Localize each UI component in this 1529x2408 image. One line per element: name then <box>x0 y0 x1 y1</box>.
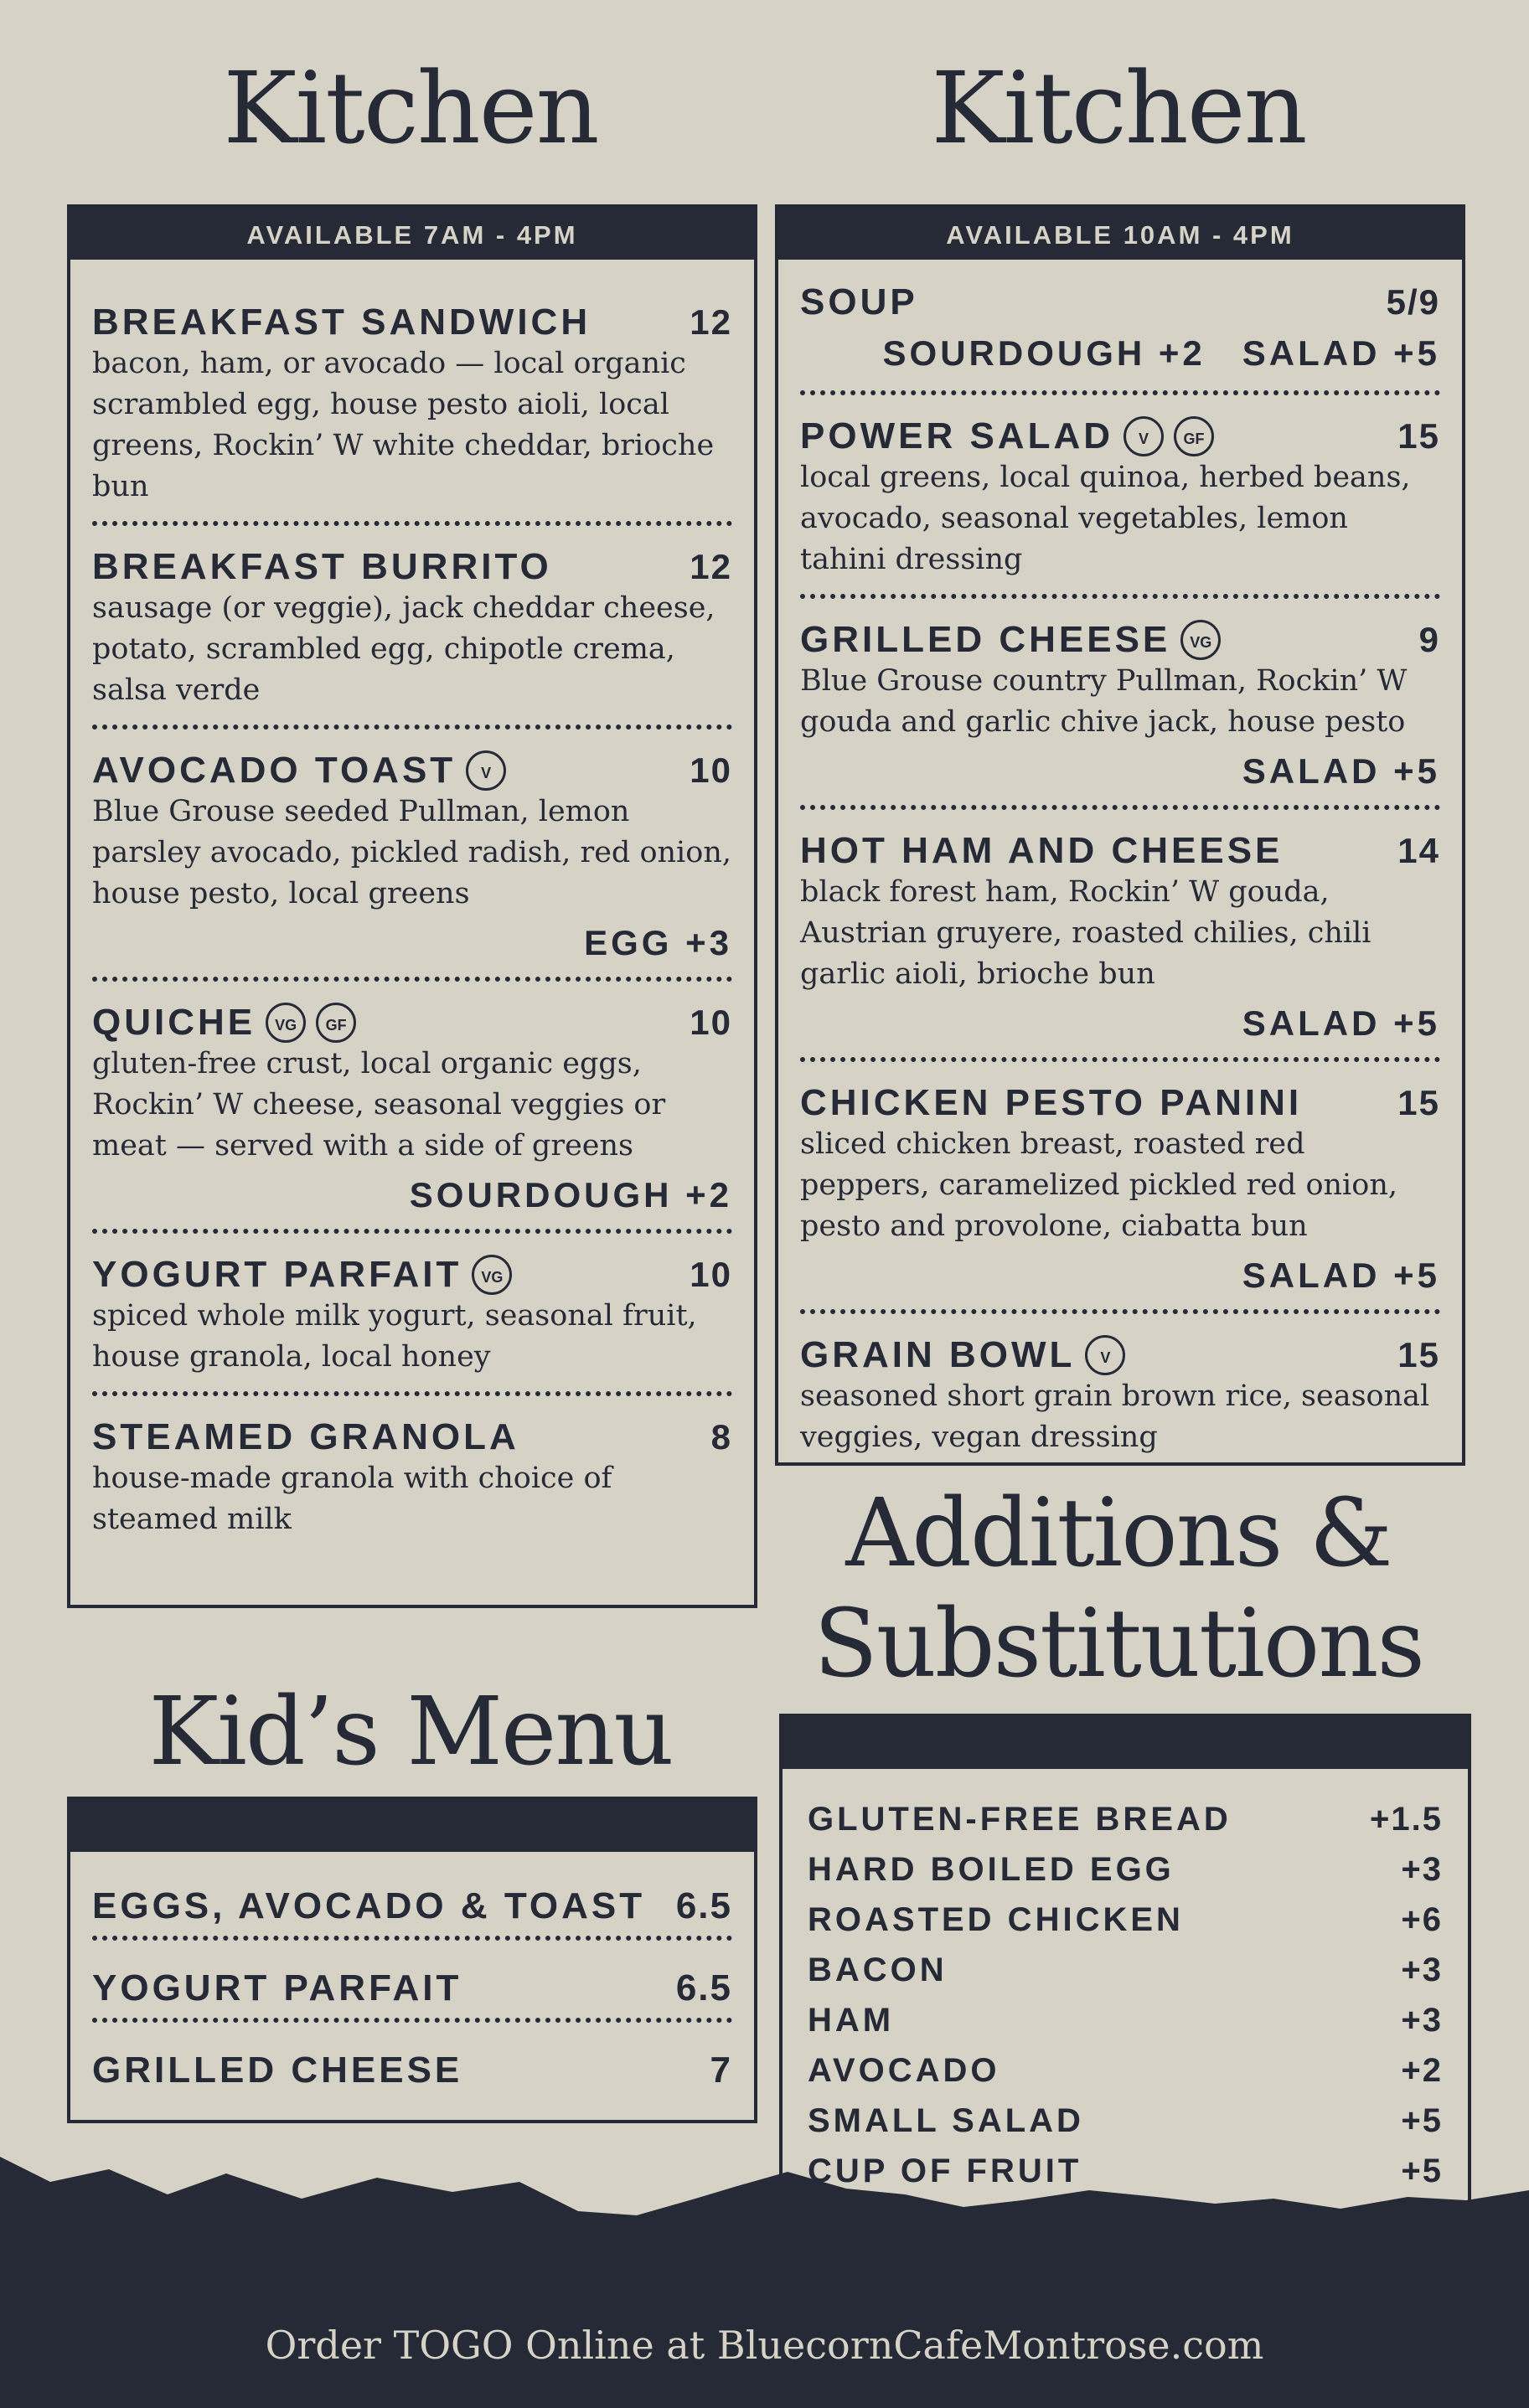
footer <box>0 2148 1529 2408</box>
menu-item-description: seasoned short grain brown rice, seasonal veggies, vegan dressing <box>800 1379 1430 1454</box>
menu-item-addon: SALAD +5 <box>1242 1256 1440 1295</box>
menu-item-header <box>92 750 732 791</box>
menu-item-description: spiced whole milk yogurt, seasonal fruit, house granola, local honey <box>92 1299 697 1374</box>
menu-item-addon: EGG +3 <box>584 923 732 962</box>
menu-item <box>778 395 1462 594</box>
kids-item-name: YOGURT PARFAIT <box>92 1967 462 2008</box>
menu-item-header <box>800 830 1440 872</box>
soup-item <box>778 281 1462 374</box>
menu-item-price: 10 <box>690 1255 732 1294</box>
menu-item-name <box>92 750 506 791</box>
kids-item-name: EGGS, AVOCADO & TOAST <box>92 1885 646 1926</box>
addition-name: AVOCADO <box>808 2051 1000 2089</box>
menu-item <box>70 1234 754 1391</box>
addition-item <box>808 1794 1443 1844</box>
menu-item-name <box>92 1254 512 1296</box>
menu-item-name <box>800 830 1283 872</box>
menu-item-header <box>92 1254 732 1296</box>
additions-title-line1: Additions & <box>845 1479 1392 1588</box>
menu-item-description: local greens, local quinoa, herbed beans, avocado, seasonal vegetables, lemon tahini dressing <box>800 461 1411 576</box>
kids-item-name: GRILLED CHEESE <box>92 2050 463 2091</box>
addition-name: HAM <box>808 2001 895 2039</box>
v-diet-icon: V <box>466 750 506 791</box>
menu-item-title: QUICHE <box>92 1002 256 1043</box>
left-availability-banner: AVAILABLE 7AM - 4PM <box>70 208 754 260</box>
left-kitchen-title: Kitchen <box>223 50 598 166</box>
right-availability-banner: AVAILABLE 10AM - 4PM <box>778 208 1462 260</box>
addition-price: +2 <box>1401 2051 1443 2089</box>
menu-item-name <box>92 302 591 343</box>
menu-item-title: GRAIN BOWL <box>800 1334 1076 1375</box>
kids-menu-item <box>70 2041 754 2100</box>
addition-price: +3 <box>1401 2001 1443 2039</box>
menu-item-name <box>800 1334 1125 1376</box>
additions-list <box>783 1769 1468 2196</box>
addition-name: BACON <box>808 1951 948 1988</box>
addition-name: SMALL SALAD <box>808 2101 1084 2139</box>
vg-diet-icon: VG <box>1180 620 1221 660</box>
menu-item-description: bacon, ham, or avocado — local organic scrambled egg, house pesto aioli, local greens, Rockin’ W white cheddar, brioche bun <box>92 347 715 503</box>
menu-item-name <box>92 1416 519 1458</box>
menu-item-header <box>800 619 1440 661</box>
kids-menu-item <box>70 1877 754 1936</box>
menu-item-price: 12 <box>690 302 732 342</box>
soup-option-salad: SALAD +5 <box>1242 333 1440 373</box>
menu-item-header <box>800 1334 1440 1376</box>
menu-item-description: house-made granola with choice of steamed milk <box>92 1462 612 1536</box>
menu-item-addon: SALAD +5 <box>1242 1003 1440 1043</box>
menu-item-price: 10 <box>690 1003 732 1042</box>
menu-item-name <box>92 546 552 588</box>
menu-item <box>778 810 1462 1057</box>
menu-item-price: 9 <box>1418 620 1440 659</box>
menu-item-header <box>92 1002 732 1044</box>
right-kitchen-title: Kitchen <box>931 50 1306 166</box>
soup-option-sourdough: SOURDOUGH +2 <box>882 333 1206 373</box>
kids-item-price: 6.5 <box>675 1885 732 1926</box>
menu-item-price: 14 <box>1397 831 1440 870</box>
menu-item-name <box>92 1002 356 1044</box>
menu-item-description: sausage (or veggie), jack cheddar cheese, potato, scrambled egg, chipotle crema, salsa verde <box>92 591 715 707</box>
menu-item-description: Blue Grouse country Pullman, Rockin’ W gouda and garlic chive jack, house pesto <box>800 664 1408 739</box>
menu-item-title: AVOCADO TOAST <box>92 750 457 791</box>
addition-item <box>808 1844 1443 1895</box>
menu-item-title: POWER SALAD <box>800 415 1113 456</box>
additions-title-line2: Substitutions <box>814 1590 1423 1699</box>
kids-menu-box <box>67 1797 757 2123</box>
kids-menu-banner <box>70 1800 754 1852</box>
kids-menu-items <box>70 1852 754 2100</box>
soup-price: 5/9 <box>1386 282 1440 322</box>
menu-item-description: sliced chicken breast, roasted red peppers, caramelized pickled red onion, pesto and provolone, ciabatta bun <box>800 1127 1397 1243</box>
menu-item <box>778 1062 1462 1309</box>
kids-menu-title: Kid’s Menu <box>148 1678 673 1787</box>
divider <box>92 2018 732 2023</box>
menu-item-price: 12 <box>690 547 732 586</box>
addition-item <box>808 1945 1443 1995</box>
menu-item-price: 15 <box>1397 416 1440 456</box>
right-menu-items <box>778 395 1462 1472</box>
menu-item-header <box>92 1416 732 1458</box>
menu-item-name <box>800 619 1221 661</box>
addition-item <box>808 1995 1443 2045</box>
v-diet-icon: V <box>1124 416 1164 456</box>
kids-item-price: 7 <box>710 2050 732 2091</box>
addition-item <box>808 1895 1443 1945</box>
menu-item <box>70 281 754 521</box>
addition-name: ROASTED CHICKEN <box>808 1900 1184 1938</box>
left-menu-items <box>70 260 754 1554</box>
menu-item-price: 10 <box>690 750 732 790</box>
order-online-link[interactable]: Order TOGO Online at BluecornCafeMontrose.com <box>265 2323 1264 2368</box>
gf-diet-icon: GF <box>1174 416 1214 456</box>
addition-price: +6 <box>1401 1900 1443 1938</box>
menu-item-description: black forest ham, Rockin’ W gouda, Austrian gruyere, roasted chilies, chili garlic aioli, brioche bun <box>800 875 1371 991</box>
divider <box>92 1936 732 1941</box>
menu-item-name <box>800 1082 1302 1124</box>
menu-item-title: HOT HAM AND CHEESE <box>800 830 1284 871</box>
menu-item-description: Blue Grouse seeded Pullman, lemon parsley avocado, pickled radish, red onion, house pesto, local greens <box>92 795 731 910</box>
soup-name: SOUP <box>800 281 918 322</box>
left-menu-box <box>67 204 757 1608</box>
menu-item <box>778 1314 1462 1472</box>
right-menu-box <box>775 204 1465 1466</box>
menu-item <box>70 1396 754 1554</box>
addition-item <box>808 2096 1443 2146</box>
menu-item-header <box>92 546 732 588</box>
menu-item <box>778 599 1462 805</box>
menu-item-name <box>800 415 1214 457</box>
menu-item-title: BREAKFAST SANDWICH <box>92 302 591 343</box>
kids-item-price: 6.5 <box>675 1967 732 2008</box>
menu-item-price: 15 <box>1397 1083 1440 1122</box>
menu-item-price: 8 <box>710 1417 732 1457</box>
menu-item-title: STEAMED GRANOLA <box>92 1416 519 1457</box>
menu-item <box>70 526 754 724</box>
addition-price: +1.5 <box>1370 1800 1443 1838</box>
menu-item-title: CHICKEN PESTO PANINI <box>800 1082 1303 1123</box>
addition-item <box>808 2045 1443 2096</box>
mountain-silhouette <box>0 2148 1529 2408</box>
menu-item-addon: SOURDOUGH +2 <box>409 1175 732 1214</box>
menu-item-addon: SALAD +5 <box>1242 751 1440 791</box>
menu-item <box>70 730 754 977</box>
menu-item-price: 15 <box>1397 1335 1440 1374</box>
additions-title <box>775 1478 1462 1699</box>
addition-price: +3 <box>1401 1951 1443 1988</box>
gf-diet-icon: GF <box>316 1003 356 1043</box>
addition-price: +5 <box>1401 2152 1443 2189</box>
additions-banner <box>783 1717 1468 1769</box>
v-diet-icon: V <box>1085 1335 1125 1375</box>
addition-price: +5 <box>1401 2101 1443 2139</box>
menu-item-header <box>800 415 1440 457</box>
menu-item-header <box>800 1082 1440 1124</box>
menu-item-title: GRILLED CHEESE <box>800 619 1171 660</box>
addition-price: +3 <box>1401 1850 1443 1888</box>
menu-item-title: BREAKFAST BURRITO <box>92 546 552 587</box>
kids-menu-item <box>70 1959 754 2018</box>
menu-item-header <box>92 302 732 343</box>
vg-diet-icon: VG <box>472 1255 512 1295</box>
menu-item <box>70 982 754 1229</box>
addition-name: CUP OF FRUIT <box>808 2152 1082 2189</box>
addition-name: GLUTEN-FREE BREAD <box>808 1800 1232 1838</box>
menu-item-title: YOGURT PARFAIT <box>92 1254 462 1295</box>
vg-diet-icon: VG <box>266 1003 306 1043</box>
addition-name: HARD BOILED EGG <box>808 1850 1175 1888</box>
menu-item-description: gluten-free crust, local organic eggs, Rockin’ W cheese, seasonal veggies or meat — served with a side of greens <box>92 1047 666 1163</box>
